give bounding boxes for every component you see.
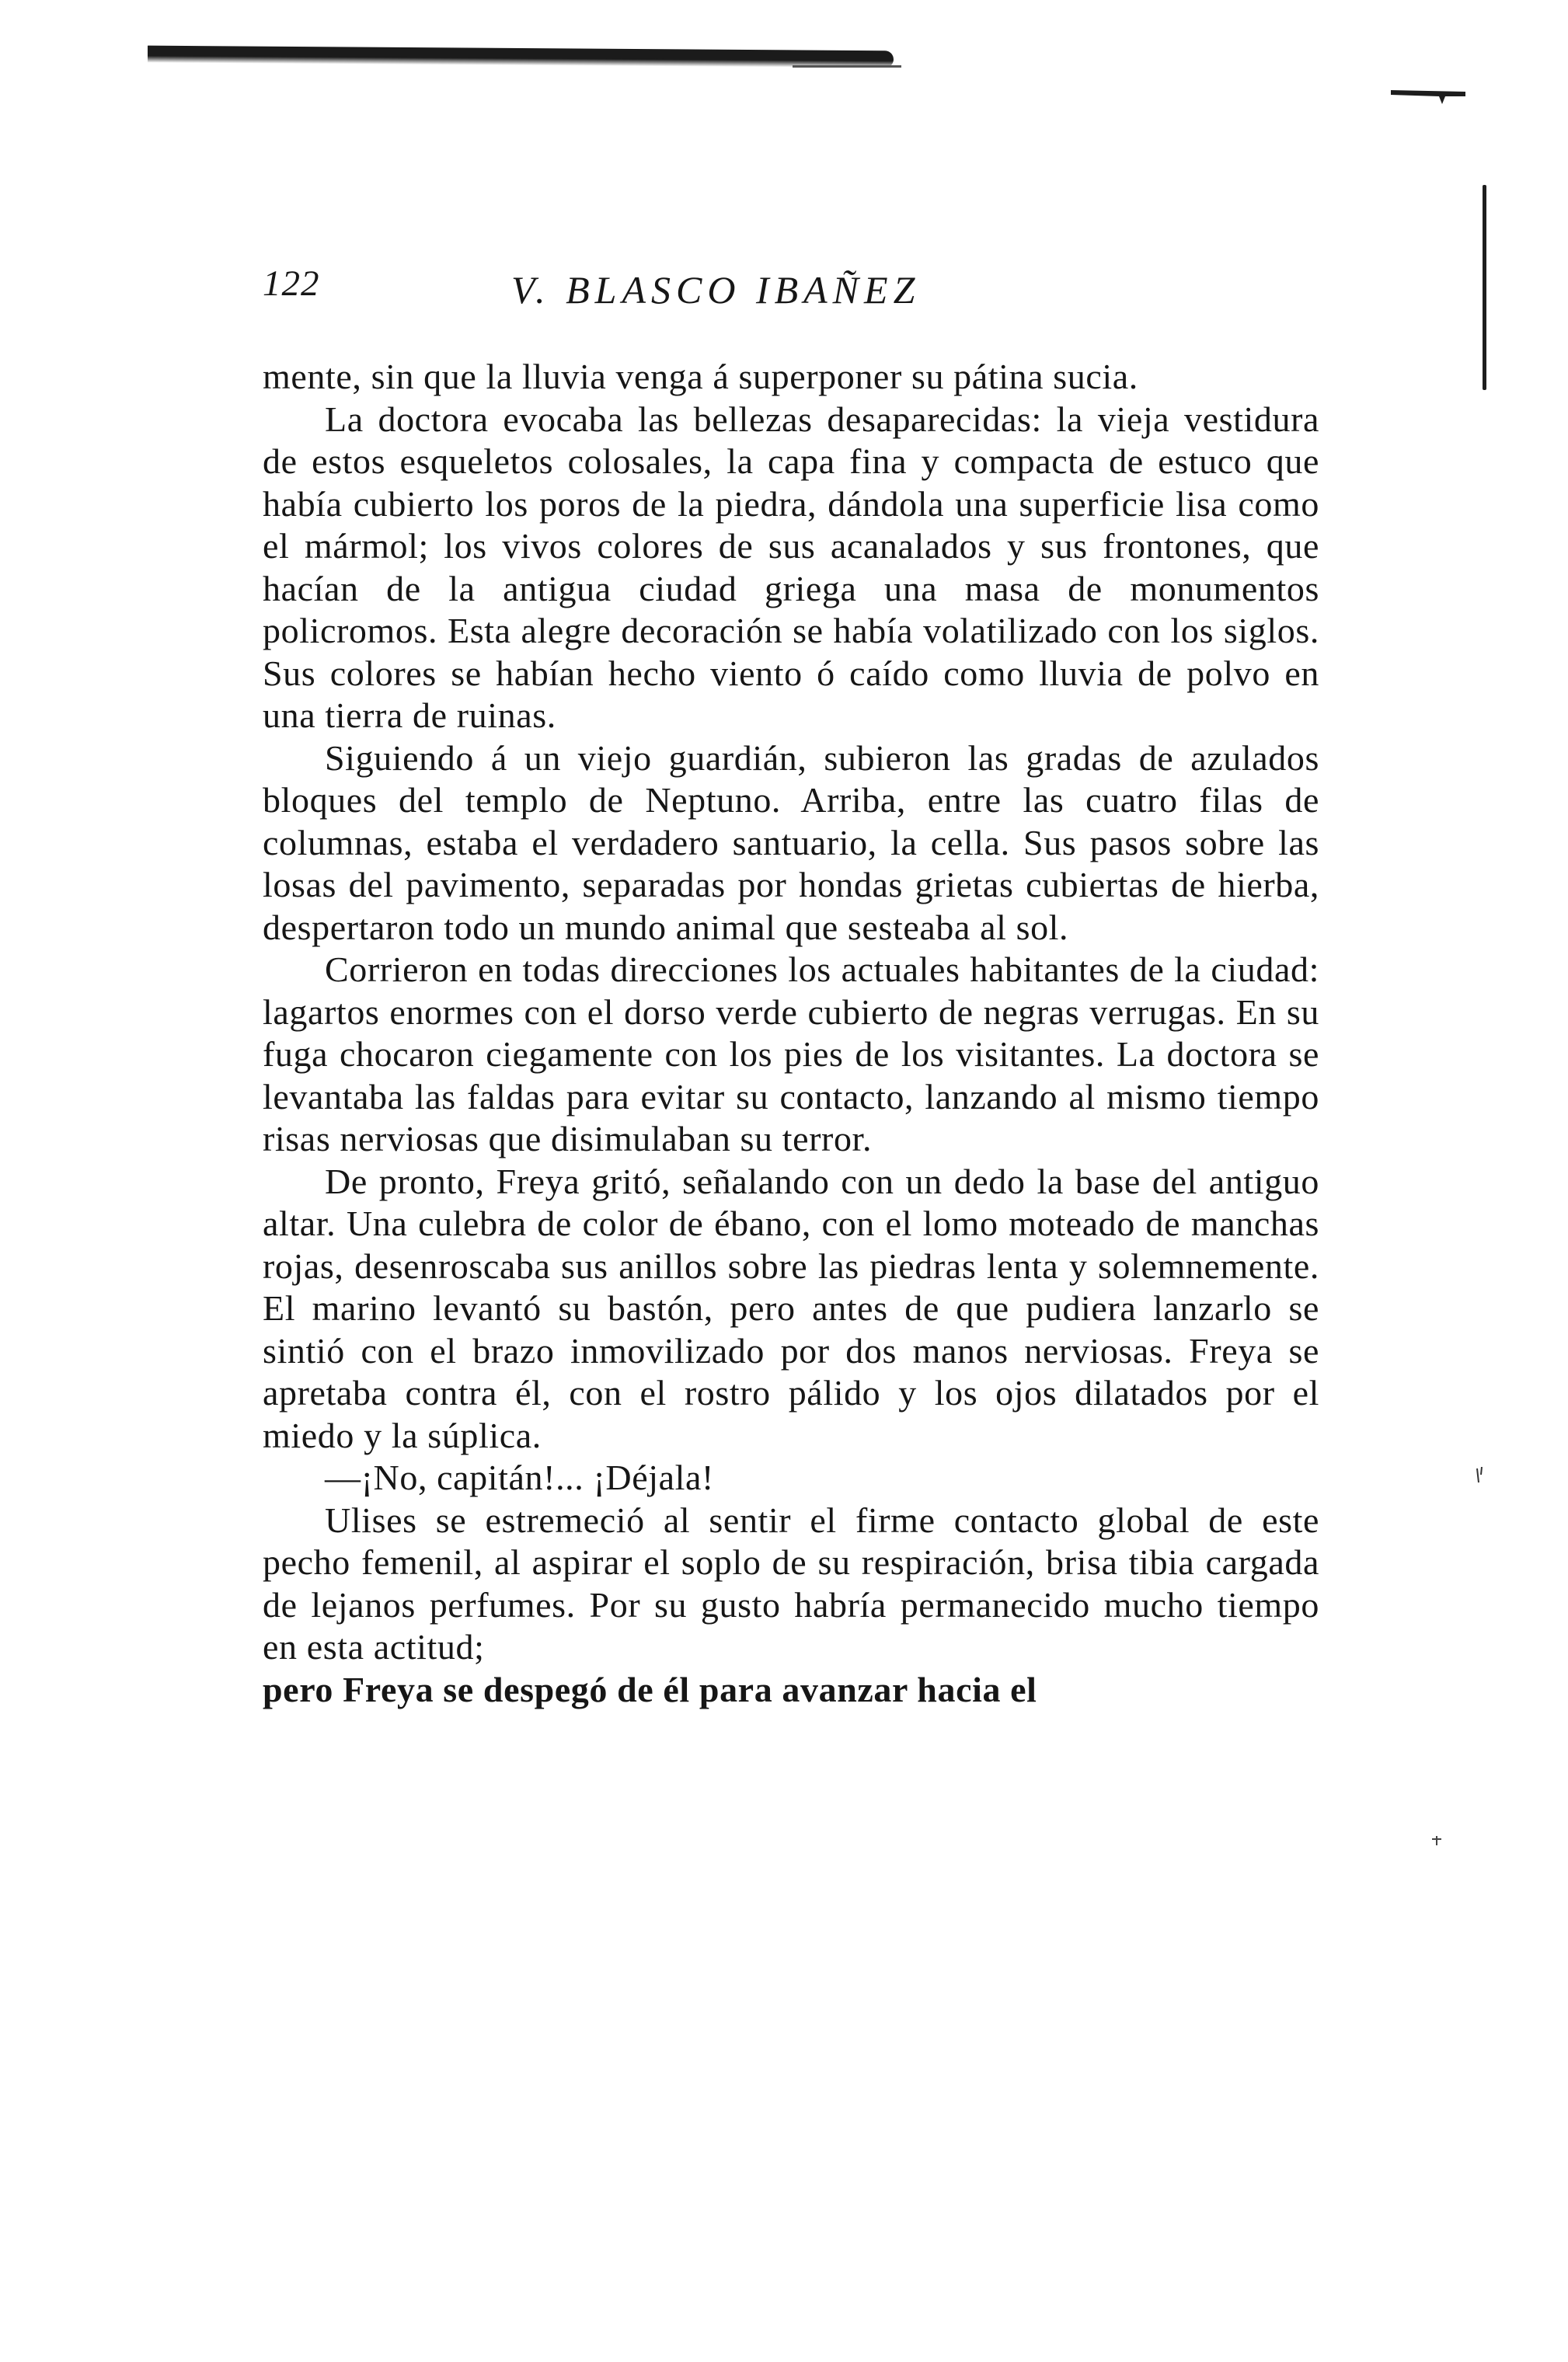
top-scan-rule-tail xyxy=(793,65,901,68)
top-scan-rule xyxy=(148,46,894,68)
dialogue-line: —¡No, capitán!... ¡Déjala! xyxy=(325,1458,714,1497)
paragraph-continuation: pero Freya se despegó de él para avanzar hacia el xyxy=(263,1669,1037,1709)
paragraph: Ulises se estremeció al sentir el firme contacto global de este pecho femenil, al aspirar el soplo de su respiración, brisa tibia cargada de lejanos perfumes. Por su gusto habría permanecido mucho tiempo en esta actitud; xyxy=(263,1500,1319,1667)
body-text xyxy=(263,356,1319,1711)
page-header xyxy=(263,263,1319,333)
page-edge-line xyxy=(1483,185,1486,390)
paragraph: Siguiendo á un viejo guardián, subieron las gradas de azulados bloques del templo de Neptuno. Arriba, entre las cuatro filas de columnas, estaba el verdadero santuario, la cella. Sus pasos sobre las losas del pavimento, separadas por hondas grietas cubiertas de hierba, despertaron todo un mundo animal que sesteaba al sol. xyxy=(263,737,1319,947)
running-head: V. BLASCO IBAÑEZ xyxy=(511,268,921,312)
paragraph: mente, sin que la lluvia venga á superponer su pátina sucia. xyxy=(263,357,1138,396)
scan-speck xyxy=(1475,1467,1486,1484)
page-number: 122 xyxy=(263,263,320,304)
paragraph: La doctora evocaba las bellezas desaparecidas: la vieja vestidura de estos esqueletos colosales, la capa fina y compacta de estuco que había cubierto los poros de la piedra, dándola una superficie lisa como el mármol; los vivos colores de sus acanalados y sus frontones, que hacían de la antigua ciudad griega una masa de monumentos policromos. Esta alegre decoración se había volatilizado con los siglos. Sus colores se habían hecho viento ó caído como lluvia de polvo en una tierra de ruinas. xyxy=(263,399,1319,735)
corner-scan-mark xyxy=(1391,87,1465,104)
scan-speck xyxy=(1431,1835,1442,1846)
paragraph: Corrieron en todas direcciones los actuales habitantes de la ciudad: lagartos enormes con el dorso verde cubierto de negras verrugas. En su fuga chocaron ciegamente con los pies de los visitantes. La doctora se levantaba las faldas para evitar su contacto, lanzando al mismo tiempo risas nerviosas que disimulaban su terror. xyxy=(263,949,1319,1158)
paragraph: De pronto, Freya gritó, señalando con un dedo la base del antiguo altar. Una culebra de color de ébano, con el lomo moteado de manchas rojas, desenroscaba sus anillos sobre las piedras lenta y solemnemente. El marino levantó su bastón, pero antes de que pudiera lanzarlo se sintió con el brazo inmovilizado por dos manos nerviosas. Freya se apretaba contra él, con el rostro pálido y los ojos dilatados por el miedo y la súplica. xyxy=(263,1161,1319,1455)
